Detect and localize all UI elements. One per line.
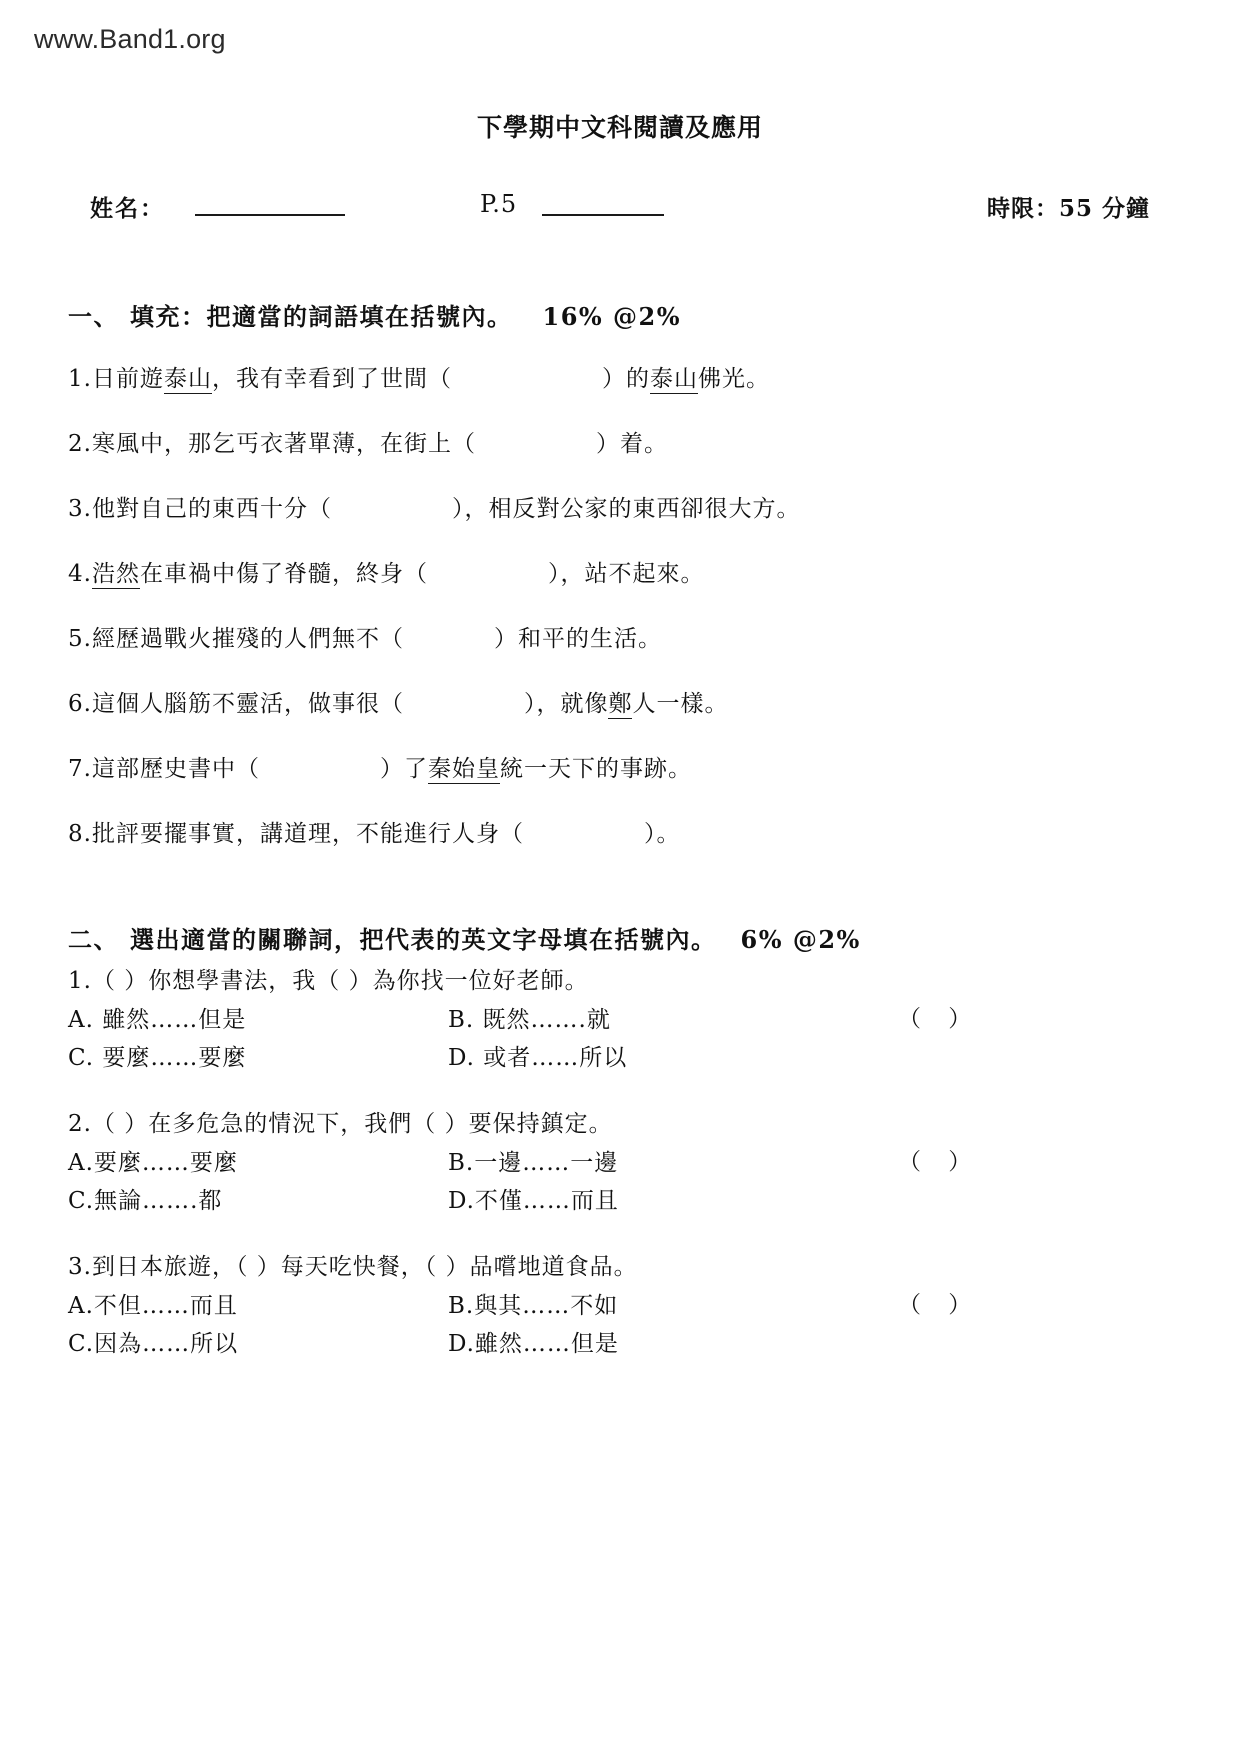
item-text: 寒風中，那乞丐衣著單薄，在街上（ xyxy=(91,431,476,457)
name-label: 姓名： xyxy=(90,195,165,222)
mc-option-d[interactable]: D. 或者……所以 xyxy=(448,1045,628,1071)
proper-noun-underline: 秦始皇 xyxy=(427,756,500,782)
section-2-heading xyxy=(68,920,861,955)
mc-question-3-stem xyxy=(68,1248,638,1281)
mc-option-d[interactable]: D.不僅……而且 xyxy=(448,1188,619,1214)
item-number: 2. xyxy=(68,431,92,457)
class-input-blank[interactable] xyxy=(542,214,664,216)
item-text: 日前遊 xyxy=(91,366,164,392)
item-text: 這個人腦筋不靈活，做事很（ xyxy=(91,691,404,717)
item-number: 4. xyxy=(68,561,92,587)
mc-question-2-answer-box[interactable]: （ ） xyxy=(898,1149,982,1175)
mc-question-1-stem: 1.（ ）你想學書法，我（ ）為你找一位好老師。 xyxy=(68,968,589,994)
section-2-number: 二、 xyxy=(68,925,119,954)
mc-option-b[interactable]: B.一邊……一邊 xyxy=(448,1150,619,1176)
fill-in-item-8 xyxy=(68,815,680,848)
item-number: 7. xyxy=(68,756,92,782)
mc-question-2-stem: 2.（ ）在多危急的情況下，我們（ ）要保持鎮定。 xyxy=(68,1111,613,1137)
item-text: 這部歷史書中（ xyxy=(91,756,260,782)
mc-question-3-options-row-2 xyxy=(68,1325,638,1363)
item-text: ）和平的生活。 xyxy=(493,626,662,652)
item-text: ）的 xyxy=(601,366,650,392)
page-title-text: 下學期中文科閱讀及應用 xyxy=(476,113,763,142)
mc-stem-text: 3.到 xyxy=(68,1254,116,1280)
time-limit-label: 時限：55 分鐘 xyxy=(986,195,1150,222)
item-text: 統一天下的事跡。 xyxy=(499,756,692,782)
item-text: 在車禍中傷了脊髓，終身（ xyxy=(139,561,428,587)
item-text: 經歷過戰火摧殘的人們無不（ xyxy=(91,626,404,652)
mc-question-1 xyxy=(68,962,982,1077)
section-1-heading xyxy=(68,297,681,332)
item-text: ），就像 xyxy=(523,691,609,717)
fill-in-item-2 xyxy=(68,425,668,458)
item-text: 人一樣。 xyxy=(632,691,729,717)
proper-noun-underline: 泰山 xyxy=(649,366,698,392)
item-number: 8. xyxy=(68,821,92,847)
item-text: ），相反對公家的東西卻很大方。 xyxy=(451,496,801,522)
mc-question-3-answer-box[interactable]: （ ） xyxy=(898,1292,982,1318)
mc-question-1-answer-box[interactable]: （ ） xyxy=(898,1006,982,1032)
name-input-blank[interactable] xyxy=(195,214,345,216)
mc-option-c[interactable]: C.無論…….都 xyxy=(68,1188,223,1214)
mc-question-1-options-row-2 xyxy=(68,1039,628,1077)
fill-in-item-7 xyxy=(68,750,692,783)
mc-option-d[interactable]: D.雖然……但是 xyxy=(448,1331,619,1357)
mc-option-a[interactable]: A. 雖然……但是 xyxy=(68,1007,247,1033)
mc-option-a[interactable]: A.要麼……要麼 xyxy=(68,1150,238,1176)
section-2-title: 選出適當的關聯詞，把代表的英文字母填在括號內。 xyxy=(130,925,717,954)
student-info-line xyxy=(90,190,1150,226)
fill-in-item-4 xyxy=(68,555,704,588)
mc-option-b[interactable]: B. 既然…….就 xyxy=(448,1007,611,1033)
item-text: ）了 xyxy=(379,756,428,782)
watermark-url: www.Band1.org xyxy=(34,24,226,54)
mc-question-2-options-row-2 xyxy=(68,1182,619,1220)
item-number: 6. xyxy=(68,691,92,717)
proper-noun-underline: 泰山 xyxy=(163,366,212,392)
item-text: 批評要擺事實，講道理，不能進行人身（ xyxy=(91,821,524,847)
mc-question-3 xyxy=(68,1248,982,1363)
proper-noun-underline: 日本 xyxy=(115,1254,164,1280)
mc-stem-text: 旅遊，（ ）每天吃快餐，（ ）品嚐地道食品。 xyxy=(163,1254,638,1280)
section-1-title: 填充：把適當的詞語填在括號內。 xyxy=(130,302,513,331)
mc-option-a[interactable]: A.不但……而且 xyxy=(68,1293,238,1319)
fill-in-item-3 xyxy=(68,490,800,523)
mc-question-1-options-row-1 xyxy=(68,1001,611,1039)
section-1-number: 一、 xyxy=(68,302,119,331)
proper-noun-underline: 鄭 xyxy=(608,691,633,717)
page-title xyxy=(0,108,1240,150)
class-label: P.5 xyxy=(480,190,518,218)
item-text: 佛光。 xyxy=(697,366,770,392)
proper-noun-underline: 浩然 xyxy=(91,561,140,587)
item-text: ）。 xyxy=(643,821,681,847)
mc-option-c[interactable]: C. 要麼……要麼 xyxy=(68,1045,247,1071)
item-number: 1. xyxy=(68,366,92,392)
fill-in-item-1 xyxy=(68,360,770,393)
item-number: 5. xyxy=(68,626,92,652)
mc-question-3-options-row-1 xyxy=(68,1287,638,1325)
mc-option-c[interactable]: C.因為……所以 xyxy=(68,1331,239,1357)
section-2-marks: 6% @2% xyxy=(740,925,861,954)
item-text: ，我有幸看到了世間（ xyxy=(211,366,452,392)
mc-question-2 xyxy=(68,1105,982,1220)
item-text: 他對自己的東西十分（ xyxy=(91,496,332,522)
fill-in-item-6 xyxy=(68,685,728,718)
mc-option-b[interactable]: B.與其……不如 xyxy=(448,1293,619,1319)
fill-in-item-5 xyxy=(68,620,662,653)
mc-question-2-options-row-1 xyxy=(68,1144,619,1182)
section-1-marks: 16% @2% xyxy=(542,302,682,331)
item-text: ）着。 xyxy=(595,431,668,457)
item-number: 3. xyxy=(68,496,92,522)
item-text: ），站不起來。 xyxy=(547,561,705,587)
